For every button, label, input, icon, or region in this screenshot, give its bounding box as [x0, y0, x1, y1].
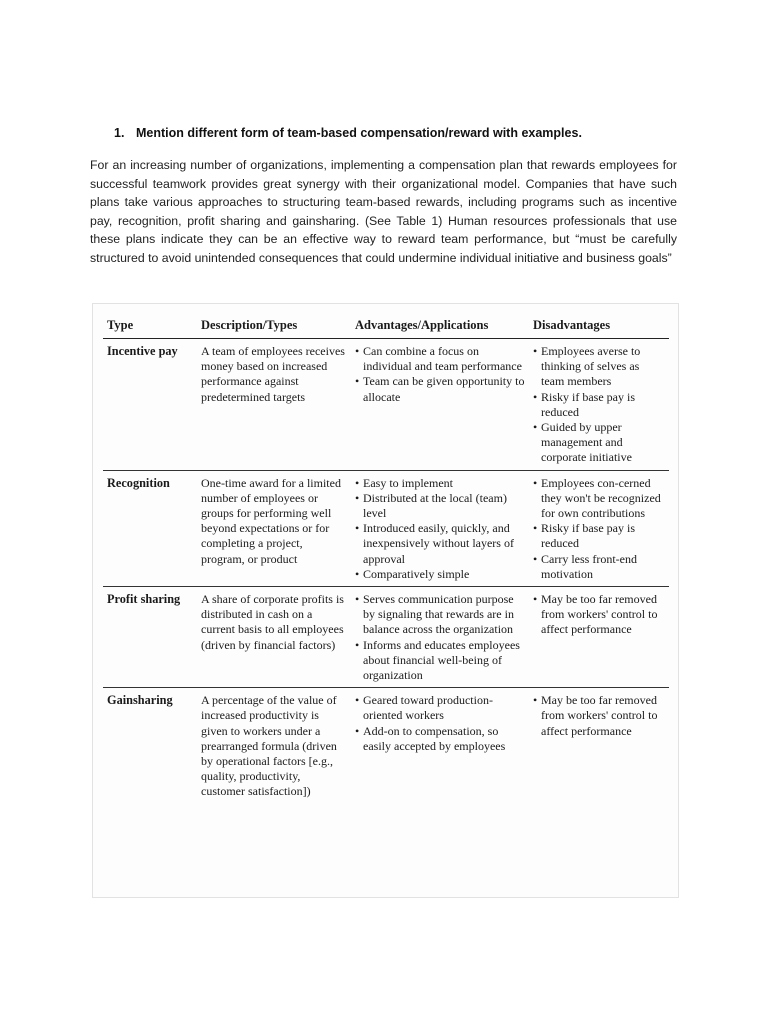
header-advantages: Advantages/Applications	[351, 314, 529, 339]
question-text: Mention different form of team-based compensation/reward with examples.	[136, 126, 582, 140]
table-row	[103, 339, 669, 471]
disadvantage-item: • Employees averse to thinking of selves as team members	[533, 344, 665, 390]
team-reward-table-image	[92, 303, 679, 898]
type-cell: Gainsharing	[107, 693, 173, 708]
advantage-item: • Team can be given opportunity to allocate	[355, 374, 525, 404]
advantage-item: • Easy to implement	[355, 476, 525, 491]
type-cell: Profit sharing	[103, 587, 197, 688]
description-cell: A share of corporate profits is distributed in cash on a current basis to all employees (driven by financial factors)	[197, 587, 351, 688]
type-cell: Recognition	[103, 470, 197, 586]
advantages-cell	[351, 587, 529, 688]
advantages-cell	[351, 470, 529, 586]
description-cell: One-time award for a limited number of employees or groups for performing well beyond expectations or for completing a project, program, or product	[197, 470, 351, 586]
table-header-row	[103, 314, 669, 339]
type-cell: Incentive pay	[103, 339, 197, 471]
disadvantage-item: • Carry less front-end motivation	[533, 552, 665, 582]
disadvantages-cell	[529, 587, 669, 688]
advantage-item: • Serves communication purpose by signaling that rewards are in balance across the organization	[355, 592, 525, 638]
disadvantage-item: • Risky if base pay is reduced	[533, 521, 665, 551]
advantage-item: • Distributed at the local (team) level	[355, 491, 525, 521]
disadvantage-item: • Employees con-cerned they won't be recognized for own contributions	[533, 476, 665, 522]
table-row	[103, 688, 669, 804]
disadvantages-cell	[529, 339, 669, 471]
team-reward-table	[103, 314, 669, 804]
advantage-item: • Can combine a focus on individual and team performance	[355, 344, 525, 374]
advantage-item: • Introduced easily, quickly, and inexpensively without layers of approval	[355, 521, 525, 567]
question-heading	[114, 126, 582, 140]
advantages-cell	[351, 339, 529, 471]
disadvantage-item: • Guided by upper management and corporate initiative	[533, 420, 665, 466]
description-cell: A percentage of the value of increased productivity is given to workers under a prearranged formula (driven by operational factors [e.g., quality, productivity, customer satisfaction])	[201, 693, 337, 799]
advantage-item: • Informs and educates employees about financial well-being of organization	[355, 638, 525, 684]
advantage-item: • Geared toward production-oriented workers	[355, 693, 525, 723]
intro-paragraph: For an increasing number of organizations, implementing a compensation plan that rewards employees for successful teamwork provides great synergy with their organizational model. Companies that have such plans take various approaches to structuring team-based rewards, including programs such as incentive pay, recognition, profit sharing and gainsharing. (See Table 1) Human resources professionals that use these plans indicate they can be an effective way to reward team performance, but “must be carefully structured to avoid unintended consequences that could undermine individual initiative and business goals”	[90, 158, 677, 265]
table-row	[103, 587, 669, 688]
table-row	[103, 470, 669, 586]
header-type: Type	[103, 314, 197, 339]
disadvantage-item: • May be too far removed from workers' control to affect performance	[533, 693, 665, 739]
question-number: 1.	[114, 126, 125, 140]
advantage-item: • Comparatively simple	[355, 567, 525, 582]
advantage-item: • Add-on to compensation, so easily accepted by employees	[355, 724, 525, 754]
disadvantage-item: • May be too far removed from workers' control to affect performance	[533, 592, 665, 638]
header-disadvantages: Disadvantages	[529, 314, 669, 339]
description-cell: A team of employees receives money based on increased performance against predetermined targets	[197, 339, 351, 471]
disadvantage-item: • Risky if base pay is reduced	[533, 390, 665, 420]
disadvantages-cell	[529, 688, 669, 804]
header-description: Description/Types	[197, 314, 351, 339]
advantages-cell	[351, 688, 529, 804]
disadvantages-cell	[529, 470, 669, 586]
